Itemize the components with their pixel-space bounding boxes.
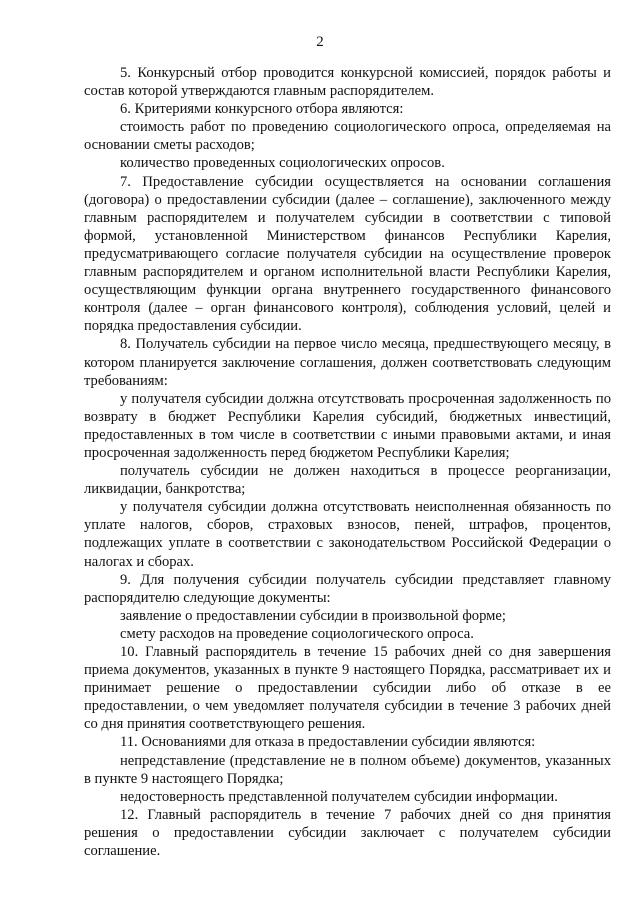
paragraph-6-criterion-cost: стоимость работ по проведению социологического опроса, определяемая на основании сметы расходов; xyxy=(84,119,611,154)
paragraph-11-refusal-grounds: 11. Основаниями для отказа в предоставлении субсидии являются: xyxy=(120,734,536,751)
paragraph-8-requirements: 8. Получатель субсидии на первое число месяца, предшествующего месяцу, в котором планируется заключение соглашения, должен соответствовать следующим требованиям: xyxy=(84,336,611,389)
paragraph-7-agreement: 7. Предоставление субсидии осуществляется на основании соглашения (договора) о предоставлении субсидии (далее – соглашение), заключенного между главным распорядителем и получателем субсидии в соответствии с типовой формой, установленной Министерством финансов Республики Карелия, предусматривающего согласие получателя субсидии на осуществление проверок главным распорядителем и органом исполнительной власти Республики Карелия, осуществляющим функции органа внутреннего государственного финансового контроля (далее – орган финансового контроля), соблюдения условий, целей и порядка предоставления субсидии. xyxy=(84,173,611,335)
paragraph-9-document-application: заявление о предоставлении субсидии в произвольной форме; xyxy=(120,607,506,624)
paragraph-8-requirement-reorganization: получатель субсидии не должен находиться в процессе реорганизации, ликвидации, банкротства; xyxy=(84,463,611,498)
paragraph-5-competitive-selection: 5. Конкурсный отбор проводится конкурсной комиссией, порядок работы и состав которой утверждаются главным распорядителем. xyxy=(84,65,611,100)
page-number: 2 xyxy=(316,34,324,50)
paragraph-9-document-estimate: смету расходов на проведение социологического опроса. xyxy=(120,625,474,642)
paragraph-11-ground-inaccurate: недостоверность представленной получателем субсидии информации. xyxy=(120,788,558,805)
paragraph-8-requirement-taxes: у получателя субсидии должна отсутствовать неисполненная обязанность по уплате налогов, сборов, страховых взносов, пеней, штрафов, процентов, подлежащих уплате в соответствии с законодательством Российской Федерации о налогах и сборах. xyxy=(84,499,611,570)
paragraph-11-ground-incomplete: непредставление (представление не в полном объеме) документов, указанных в пункте 9 настоящего Порядка; xyxy=(84,752,611,787)
paragraph-12-conclusion: 12. Главный распорядитель в течение 7 рабочих дней со дня принятия решения о предоставлении субсидии заключает с получателем субсидии соглашение. xyxy=(84,806,611,860)
paragraph-9-documents: 9. Для получения субсидии получатель субсидии представляет главному распорядителю следующие документы: xyxy=(84,571,611,606)
paragraph-6-criteria: 6. Критериями конкурсного отбора являются: xyxy=(120,101,404,118)
document-body xyxy=(84,64,611,860)
paragraph-10-review: 10. Главный распорядитель в течение 15 рабочих дней со дня завершения приема документов, указанных в пункте 9 настоящего Порядка, рассматривает их и принимает решение о предоставлении субсидии либо об отказе в ее предоставлении, о чем уведомляет получателя субсидии в течение 3 рабочих дней со дня принятия соответствующего решения. xyxy=(84,644,611,733)
paragraph-8-requirement-debt: у получателя субсидии должна отсутствовать просроченная задолженность по возврату в бюджет Республики Карелия субсидий, бюджетных инвестиций, предоставленных в том числе в соответствии с иными правовыми актами, и иная просроченная задолженность перед бюджетом Республики Карелия; xyxy=(84,390,611,461)
paragraph-6-criterion-count: количество проведенных социологических опросов. xyxy=(120,155,445,172)
